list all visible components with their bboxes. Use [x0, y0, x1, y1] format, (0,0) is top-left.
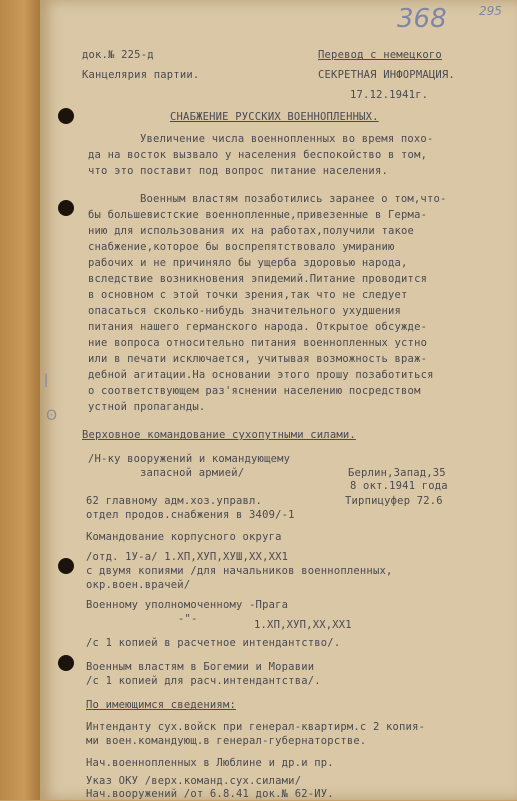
text-line: нию для использования их на работах,получили такое — [88, 225, 415, 237]
binder-hole — [58, 108, 74, 124]
text-line: Военным властям позаботились заранее о том,что- — [140, 193, 447, 205]
info-line: Нач.военнопленных в Люблине и др.и пр. — [86, 757, 334, 769]
reference-line: Тирпицуфер 72.6 — [345, 495, 443, 507]
doc-number: док.№ 225-д — [82, 49, 154, 61]
distribution-line: окр.воен.врачей/ — [86, 579, 191, 591]
text-line: устной пропаганды. — [88, 401, 206, 413]
distribution-line: 1.ХП,ХУП,ХХ,ХХ1 — [254, 619, 352, 631]
distribution-line: /с 1 копией в расчетное интендантство/. — [86, 637, 341, 649]
text-line: снабжение,которое бы воспрепятствовало умиранию — [88, 241, 395, 253]
text-line: питания нашего германского народа. Открытое обсужде- — [88, 321, 428, 333]
classification: СЕКРЕТНАЯ ИНФОРМАЦИЯ. — [318, 69, 455, 81]
distribution-line: Военным властям в Богемии и Моравии — [86, 661, 315, 673]
document-date: 17.12.1941г. — [350, 89, 429, 101]
distribution-line: запасной армией/ — [140, 467, 245, 479]
info-line: Интенданту сух.войск при генерал-квартирм.с 2 копия- — [86, 721, 426, 733]
margin-pencil-mark: ǀ — [44, 372, 49, 388]
text-line: или в печати исключается, учитывая возможность враж- — [88, 353, 428, 365]
text-line: о соответствующем раз'яснении населению посредством — [88, 385, 421, 397]
info-line: ми воен.командующ.в генерал-губернаторстве. — [86, 735, 367, 747]
distribution-line: /отд. 1У-а/ 1.ХП,ХУП,ХУШ,ХХ,ХХ1 — [86, 551, 289, 563]
info-line: Указ ОКУ /верх.команд.сух.силами/ — [86, 775, 302, 787]
date-line: 8 окт.1941 года — [350, 480, 448, 492]
distribution-line: /с 1 копией для расч.интендантства/. — [86, 675, 321, 687]
document-title: СНАБЖЕНИЕ РУССКИХ ВОЕННОПЛЕННЫХ. — [170, 111, 379, 123]
text-line: опасаться сколько-нибудь значительного ухудшения — [88, 305, 402, 317]
text-line: да на восток вызвало у населения беспокойство в том, — [88, 149, 428, 161]
info-line: Нач.вооружений /от 6.8.41 док.№ 62-ИУ. — [86, 788, 334, 800]
document-binding — [0, 0, 40, 800]
text-line: ние вопроса относительно питания военнопленных устно — [88, 337, 428, 349]
distribution-line: отдел продов.снабжения в 3409/-1 — [86, 509, 295, 521]
text-line: в основном с этой точки зрения,так что не следует — [88, 289, 408, 301]
text-line: Увеличение числа военнопленных во время похо- — [140, 133, 434, 145]
distribution-line: -"- — [178, 613, 198, 625]
distribution-line: Военному уполномоченному -Прага — [86, 599, 289, 611]
archive-corner-number: 295 — [479, 4, 502, 18]
text-line: рабочих и не причиняло бы ущерба здоровью народа, — [88, 257, 408, 269]
binder-hole — [58, 200, 74, 216]
distribution-line: 62 главному адм.хоз.управл. — [86, 495, 263, 507]
margin-pencil-mark: ʘ — [46, 408, 58, 424]
distribution-line: Командование корпусного округа — [86, 531, 282, 543]
archive-stamp-number: 368 — [397, 4, 447, 34]
binder-hole — [58, 655, 74, 671]
command-heading: Верховное командование сухопутными силами. — [82, 429, 356, 441]
place-line: Берлин,Запад,35 — [348, 467, 446, 479]
text-line: что это поставит под вопрос питание населения. — [88, 165, 388, 177]
text-line: вследствие возникновения эпидемий.Питание проводится — [88, 273, 428, 285]
distribution-line: /Н-ку вооружений и командующему — [88, 453, 291, 465]
office-name: Канцелярия партии. — [82, 69, 200, 81]
info-heading: По имеющимся сведениям: — [86, 699, 236, 711]
distribution-line: с двумя копиями /для начальников военнопленных, — [86, 565, 393, 577]
binder-hole — [58, 558, 74, 574]
text-line: бы большевистские военнопленные,привезенные в Герма- — [88, 209, 428, 221]
text-line: дебной агитации.На основании этого прошу позаботиться — [88, 369, 434, 381]
translation-note: Перевод с немецкого — [318, 49, 442, 61]
